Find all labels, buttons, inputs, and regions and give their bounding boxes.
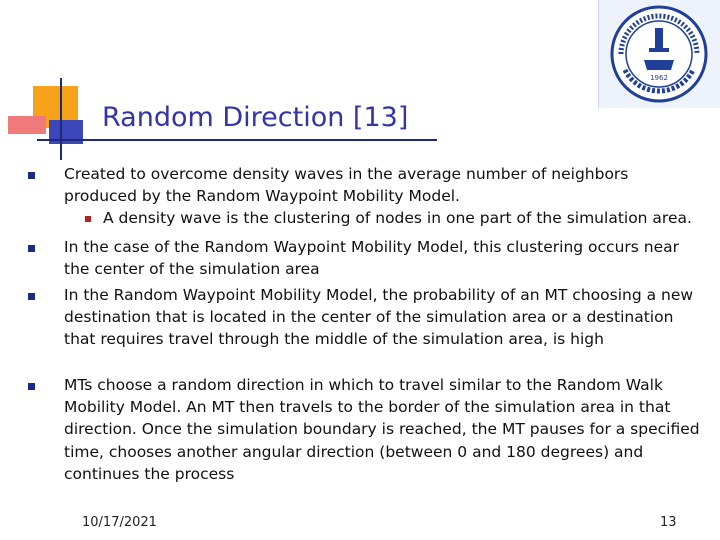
bullet-marker <box>28 245 35 252</box>
university-seal-icon <box>599 0 720 108</box>
university-logo <box>598 0 720 108</box>
sub-bullet-marker <box>85 216 91 222</box>
decor-vertical-line <box>60 78 62 160</box>
bullet-marker <box>28 293 35 300</box>
bullet-item <box>64 374 704 485</box>
decor-red-square <box>8 116 46 134</box>
bullet-marker <box>28 172 35 179</box>
footer-page-number: 13 <box>660 515 677 530</box>
bullet-text: Created to overcome density waves in the average number of neighbors produced by the Random Waypoint Mobility Model. <box>64 165 629 206</box>
bullet-item <box>64 284 704 351</box>
footer-date: 10/17/2021 <box>82 515 157 530</box>
bullet-item <box>64 163 704 207</box>
bullet-text: In the case of the Random Waypoint Mobility Model, this clustering occurs near the center of the simulation area <box>64 238 679 279</box>
bullet-item <box>64 236 704 280</box>
title-underline <box>37 139 437 141</box>
slide-title: Random Direction [13] <box>102 102 409 133</box>
bullet-marker <box>28 383 35 390</box>
bullet-text: MTs choose a random direction in which to travel similar to the Random Walk Mobility Model. An MT then travels to the border of the simulation area in that direction. Once the simulation boundary is reached, the MT pauses for a specified time, chooses another angular direction (between 0 and 180 degrees) and continues the process <box>64 376 700 483</box>
sub-bullet-text: A density wave is the clustering of nodes in one part of the simulation area. <box>103 209 692 227</box>
bullet-text: In the Random Waypoint Mobility Model, the probability of an MT choosing a new destination that is located in the center of the simulation area or a destination that requires travel through the middle of the simulation area, is high <box>64 286 694 349</box>
logo-year: 1962 <box>650 74 668 82</box>
sub-bullet-item <box>103 207 703 229</box>
